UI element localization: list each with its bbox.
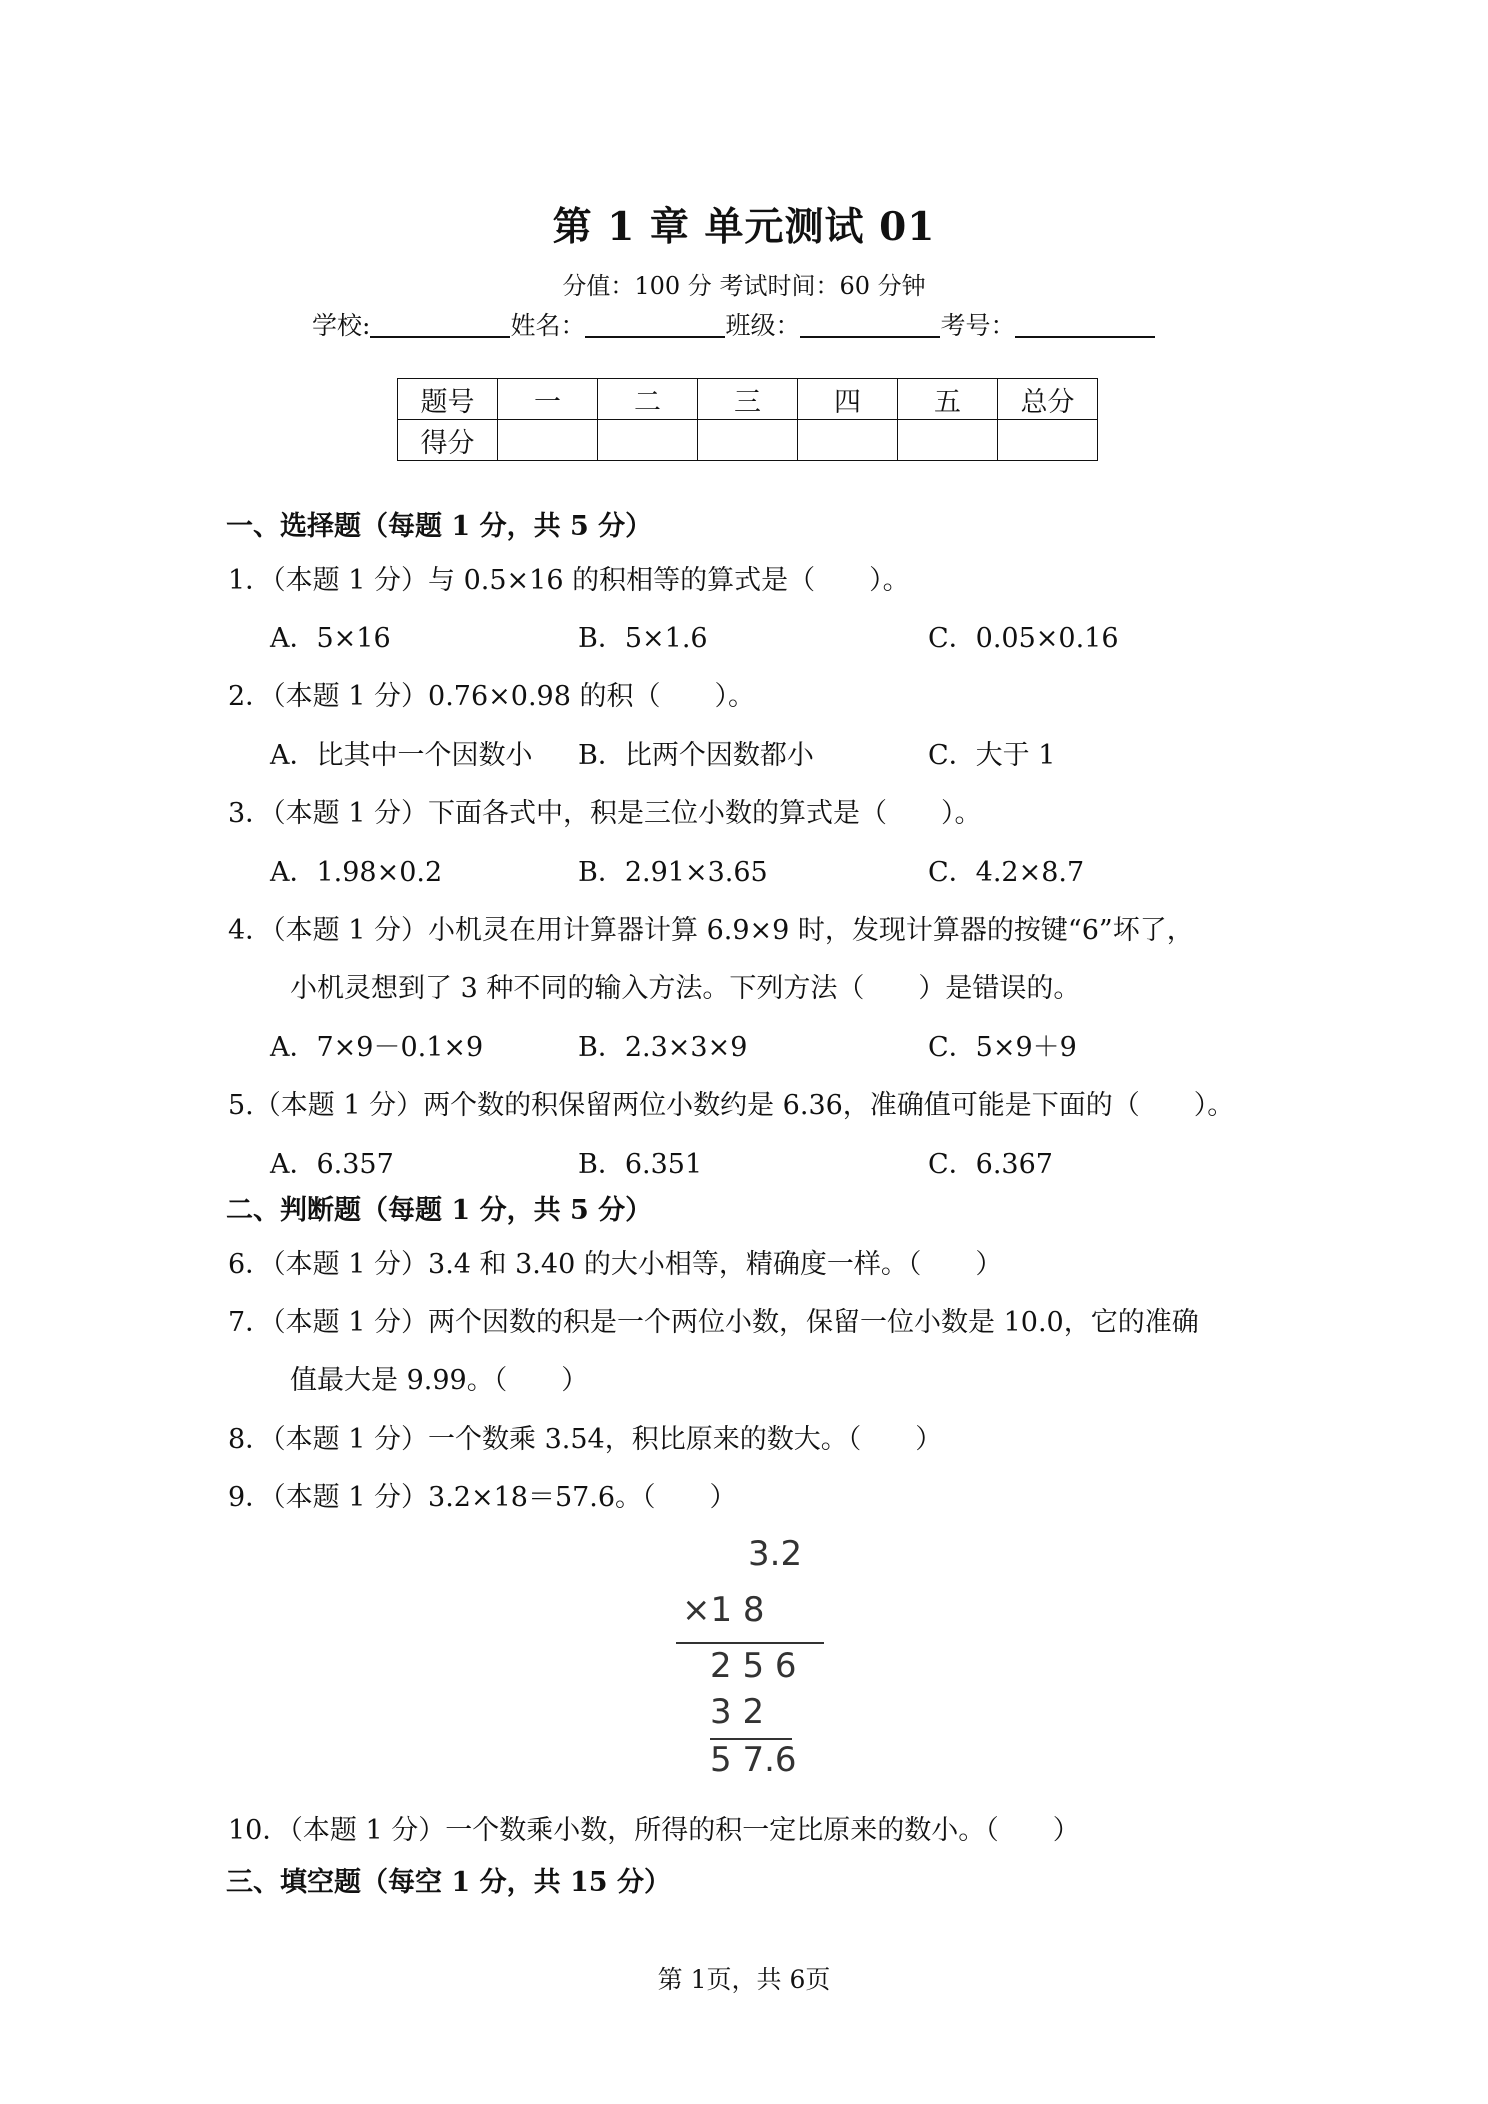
section-heading: 三、填空题（每空 1 分，共 15 分） — [226, 1867, 671, 1898]
question-7-line-1: 7．（本题 1 分）两个因数的积是一个两位小数，保留一位小数是 10.0，它的准确 — [228, 1307, 1199, 1338]
option-a: A．7×9－0.1×9 — [270, 1032, 484, 1063]
school-blank[interactable] — [370, 312, 510, 338]
calc-multiplicand: 3.2 — [748, 1534, 803, 1574]
score-input-cell[interactable] — [998, 420, 1098, 461]
option-b: B．2.3×3×9 — [578, 1032, 748, 1063]
question-6: 6．（本题 1 分）3.4 和 3.40 的大小相等，精确度一样。（ ） — [228, 1249, 1003, 1280]
exam-subtitle: 分值：100 分 考试时间：60 分钟 — [562, 272, 926, 300]
school-label: 学校: — [312, 311, 371, 340]
calc-partial-1: 2 5 6 — [710, 1646, 797, 1686]
page-title: 第 1 章 单元测试 01 — [552, 204, 936, 250]
exam-number-label: 考号： — [940, 311, 1016, 340]
calc-multiplier: ×1 8 — [682, 1590, 765, 1630]
option-c: C．5×9＋9 — [928, 1032, 1077, 1063]
question-3: 3．（本题 1 分）下面各式中，积是三位小数的算式是（ ）。 — [228, 798, 982, 829]
question-9: 9．（本题 1 分）3.2×18＝57.6。（ ） — [228, 1482, 737, 1513]
option-a: A．比其中一个因数小 — [270, 740, 533, 771]
calc-partial-2: 3 2 — [710, 1692, 765, 1732]
option-c: C．大于 1 — [928, 740, 1056, 771]
score-cell: 二 — [598, 379, 698, 420]
option-b: B．比两个因数都小 — [578, 740, 814, 771]
option-b: B．6.351 — [578, 1149, 703, 1180]
score-table-header-row — [398, 379, 1098, 420]
question-10: 10．（本题 1 分）一个数乘小数，所得的积一定比原来的数小。（ ） — [228, 1815, 1080, 1846]
score-cell: 得分 — [398, 420, 498, 461]
section-heading: 二、判断题（每题 1 分，共 5 分） — [226, 1195, 653, 1226]
score-input-cell[interactable] — [598, 420, 698, 461]
question-8: 8．（本题 1 分）一个数乘 3.54，积比原来的数大。（ ） — [228, 1424, 943, 1455]
question-5: 5.（本题 1 分）两个数的积保留两位小数约是 6.36，准确值可能是下面的（ ）。 — [228, 1090, 1235, 1121]
question-2: 2．（本题 1 分）0.76×0.98 的积（ ）。 — [228, 681, 755, 712]
question-1: 1．（本题 1 分）与 0.5×16 的积相等的算式是（ ）。 — [228, 565, 910, 596]
score-input-cell[interactable] — [898, 420, 998, 461]
section-heading: 一、选择题（每题 1 分，共 5 分） — [226, 511, 653, 542]
option-a: A．5×16 — [270, 623, 391, 654]
score-table — [397, 378, 1098, 461]
page-footer: 第 1页，共 6页 — [657, 1965, 831, 1994]
score-input-cell[interactable] — [698, 420, 798, 461]
student-info-line — [312, 306, 1155, 342]
calc-line — [676, 1642, 824, 1644]
score-cell: 三 — [698, 379, 798, 420]
question-4-line-1: 4．（本题 1 分）小机灵在用计算器计算 6.9×9 时，发现计算器的按键“6”坏了， — [228, 915, 1194, 946]
score-cell: 五 — [898, 379, 998, 420]
option-a: A．6.357 — [270, 1149, 394, 1180]
option-a: A．1.98×0.2 — [270, 857, 443, 888]
score-cell: 总分 — [998, 379, 1098, 420]
name-blank[interactable] — [585, 312, 725, 338]
score-cell: 题号 — [398, 379, 498, 420]
name-label: 姓名： — [510, 311, 586, 340]
score-input-cell[interactable] — [798, 420, 898, 461]
option-b: B．5×1.6 — [578, 623, 708, 654]
class-label: 班级： — [725, 311, 801, 340]
option-b: B．2.91×3.65 — [578, 857, 768, 888]
option-c: C．6.367 — [928, 1149, 1053, 1180]
question-7-line-2: 值最大是 9.99。（ ） — [290, 1365, 589, 1396]
score-table-score-row — [398, 420, 1098, 461]
calc-result: 5 7.6 — [710, 1740, 797, 1780]
score-input-cell[interactable] — [498, 420, 598, 461]
score-cell: 一 — [498, 379, 598, 420]
option-c: C．0.05×0.16 — [928, 623, 1119, 654]
score-cell: 四 — [798, 379, 898, 420]
multiplication-figure — [670, 1530, 840, 1790]
class-blank[interactable] — [800, 312, 940, 338]
exam-number-blank[interactable] — [1015, 312, 1155, 338]
option-c: C．4.2×8.7 — [928, 857, 1085, 888]
question-4-line-2: 小机灵想到了 3 种不同的输入方法。下列方法（ ）是错误的。 — [290, 973, 1081, 1004]
